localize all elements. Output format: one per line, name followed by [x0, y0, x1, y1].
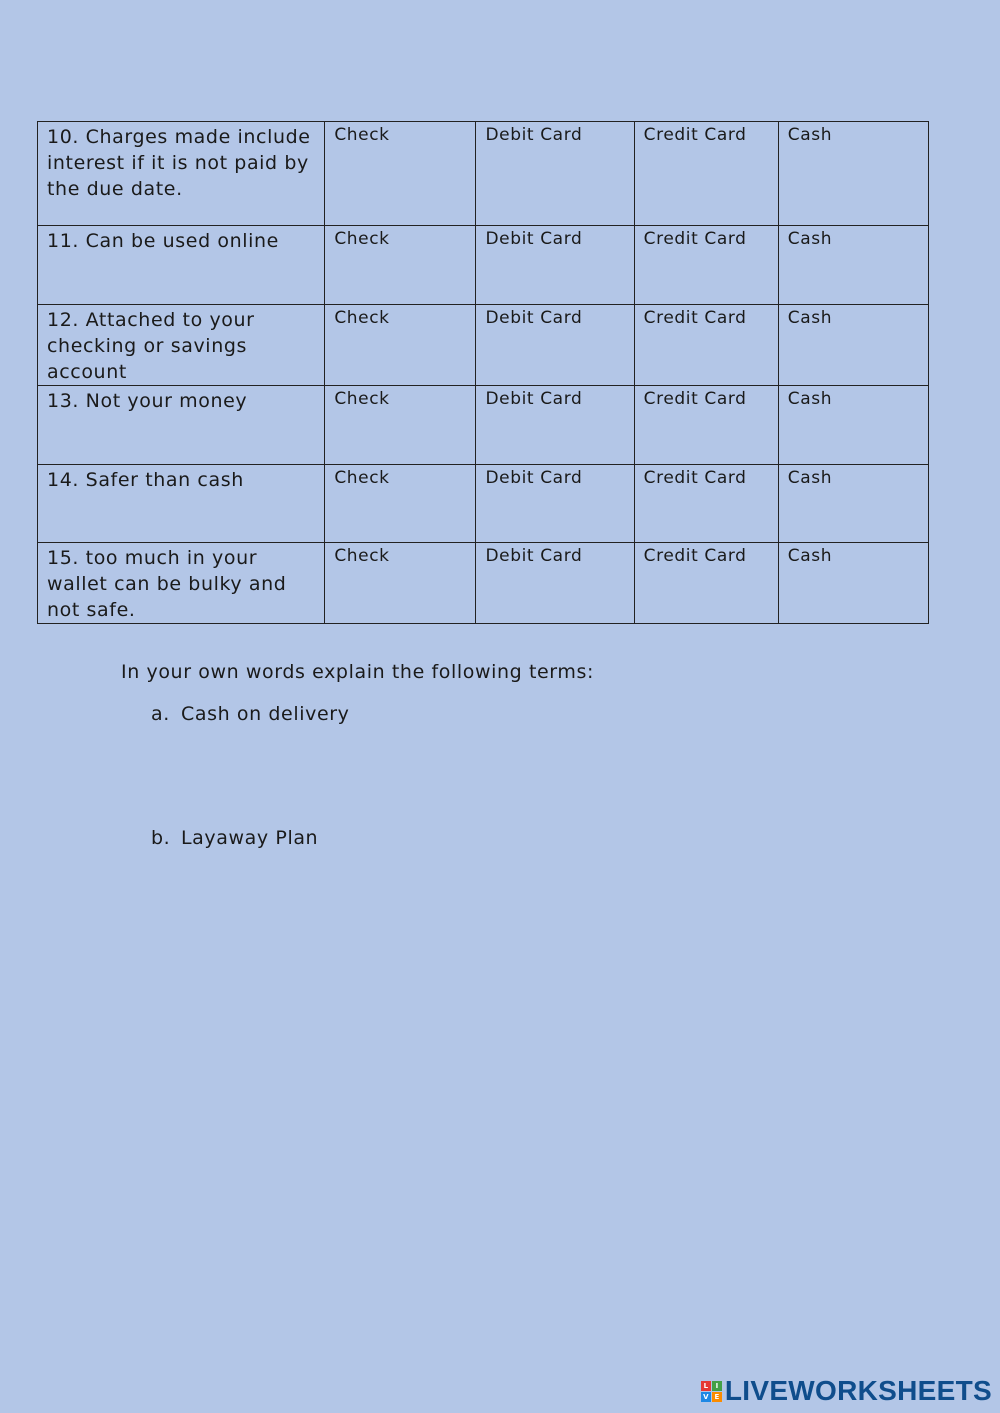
option-check[interactable]: Check — [325, 543, 476, 624]
option-credit-card[interactable]: Credit Card — [634, 543, 778, 624]
answer-table — [37, 121, 929, 624]
option-cash[interactable]: Cash — [778, 465, 928, 543]
question-cell: 10. Charges made include interest if it is not paid by the due date. — [38, 122, 325, 226]
option-debit-card[interactable]: Debit Card — [476, 226, 634, 305]
term-label: Cash on delivery — [181, 703, 350, 725]
option-cash[interactable]: Cash — [778, 305, 928, 386]
term-marker: b. — [151, 827, 171, 849]
logo-mark-letter: V — [701, 1392, 711, 1402]
term-item-layaway-plan — [151, 824, 318, 852]
option-credit-card[interactable]: Credit Card — [634, 226, 778, 305]
option-credit-card[interactable]: Credit Card — [634, 122, 778, 226]
option-check[interactable]: Check — [325, 386, 476, 465]
option-check[interactable]: Check — [325, 226, 476, 305]
option-debit-card[interactable]: Debit Card — [476, 122, 634, 226]
option-check[interactable]: Check — [325, 122, 476, 226]
table-row — [38, 305, 929, 386]
option-cash[interactable]: Cash — [778, 543, 928, 624]
question-cell: 13. Not your money — [38, 386, 325, 465]
term-marker: a. — [151, 703, 170, 725]
logo-mark-letter: I — [712, 1381, 722, 1391]
table-row — [38, 122, 929, 226]
option-check[interactable]: Check — [325, 305, 476, 386]
option-debit-card[interactable]: Debit Card — [476, 386, 634, 465]
table-row — [38, 386, 929, 465]
liveworksheets-logo — [701, 1375, 992, 1407]
table-row — [38, 226, 929, 305]
question-cell: 11. Can be used online — [38, 226, 325, 305]
logo-mark-icon — [701, 1381, 722, 1402]
option-check[interactable]: Check — [325, 465, 476, 543]
logo-text: LIVEWORKSHEETS — [724, 1375, 992, 1406]
option-cash[interactable]: Cash — [778, 122, 928, 226]
option-credit-card[interactable]: Credit Card — [634, 305, 778, 386]
logo-mark-letter: E — [712, 1392, 722, 1402]
option-credit-card[interactable]: Credit Card — [634, 386, 778, 465]
option-debit-card[interactable]: Debit Card — [476, 543, 634, 624]
table-row — [38, 543, 929, 624]
instructions-text: In your own words explain the following terms: — [121, 661, 594, 683]
option-debit-card[interactable]: Debit Card — [476, 305, 634, 386]
term-item-cash-on-delivery — [151, 700, 350, 728]
table-row — [38, 465, 929, 543]
option-credit-card[interactable]: Credit Card — [634, 465, 778, 543]
option-cash[interactable]: Cash — [778, 386, 928, 465]
question-cell: 15. too much in your wallet can be bulky and not safe. — [38, 543, 325, 624]
term-label: Layaway Plan — [181, 827, 319, 849]
question-cell: 14. Safer than cash — [38, 465, 325, 543]
question-cell: 12. Attached to your checking or savings account — [38, 305, 325, 386]
option-debit-card[interactable]: Debit Card — [476, 465, 634, 543]
logo-mark-letter: L — [701, 1381, 711, 1391]
option-cash[interactable]: Cash — [778, 226, 928, 305]
